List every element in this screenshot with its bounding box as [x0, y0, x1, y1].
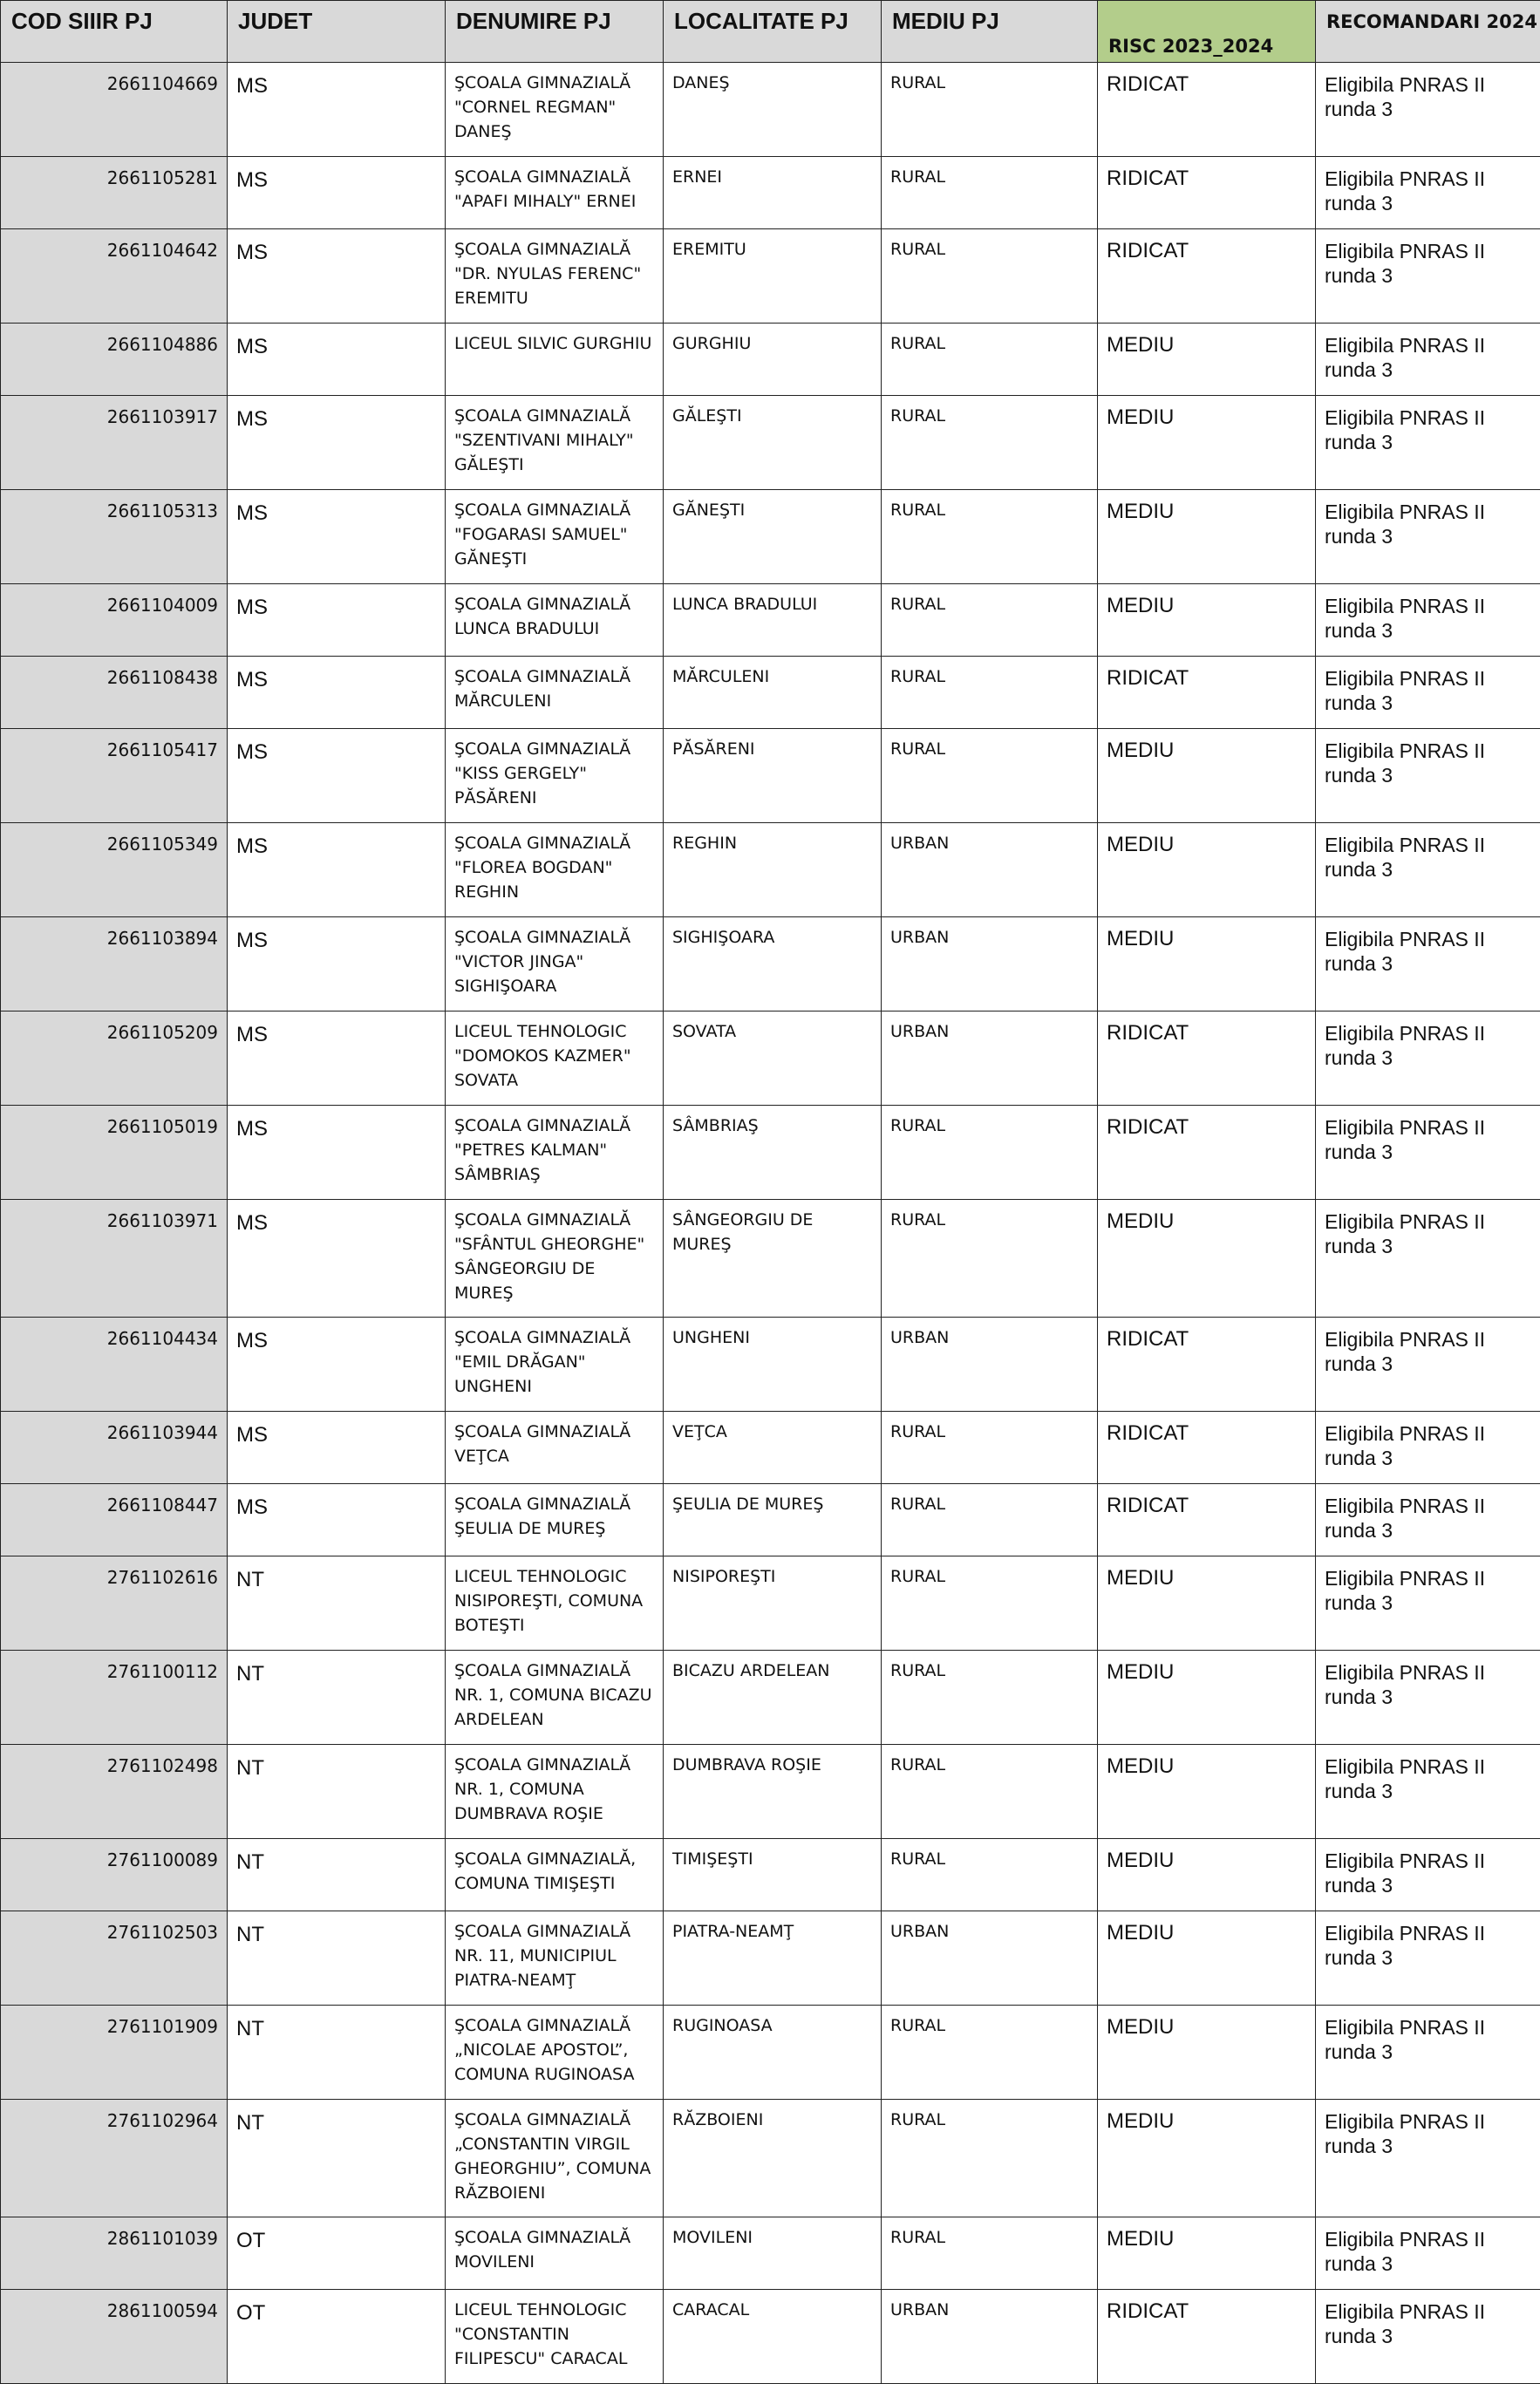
- header-recomandari: RECOMANDARI 2024: [1316, 1, 1540, 63]
- recomandari-cell: Eligibila PNRAS II runda 3: [1316, 1412, 1540, 1484]
- mediu-cell: RURAL: [882, 490, 1098, 584]
- table-row: [1, 2100, 1540, 2217]
- denumire-cell: ŞCOALA GIMNAZIALĂ MOVILENI: [446, 2217, 664, 2290]
- table-row: [1, 917, 1540, 1011]
- judet-cell: MS: [228, 490, 446, 584]
- mediu-cell: RURAL: [882, 1200, 1098, 1318]
- cod-siiir-cell: 2661104009: [1, 584, 228, 657]
- table-row: [1, 324, 1540, 396]
- denumire-cell: ŞCOALA GIMNAZIALĂ "FOGARASI SAMUEL" GĂNEŞTI: [446, 490, 664, 584]
- recomandari-cell: Eligibila PNRAS II runda 3: [1316, 729, 1540, 823]
- cod-siiir-cell: 2661104434: [1, 1318, 228, 1412]
- localitate-cell: CARACAL: [664, 2290, 882, 2384]
- cod-siiir-cell: 2761102616: [1, 1556, 228, 1651]
- denumire-cell: ŞCOALA GIMNAZIALĂ "APAFI MIHALY" ERNEI: [446, 157, 664, 229]
- localitate-cell: ERNEI: [664, 157, 882, 229]
- mediu-cell: RURAL: [882, 229, 1098, 324]
- risc-cell: RIDICAT: [1098, 657, 1316, 729]
- mediu-cell: URBAN: [882, 1911, 1098, 2006]
- cod-siiir-cell: 2661103917: [1, 396, 228, 490]
- recomandari-cell: Eligibila PNRAS II runda 3: [1316, 396, 1540, 490]
- mediu-cell: RURAL: [882, 2217, 1098, 2290]
- mediu-cell: RURAL: [882, 324, 1098, 396]
- localitate-cell: RĂZBOIENI: [664, 2100, 882, 2217]
- recomandari-cell: Eligibila PNRAS II runda 3: [1316, 657, 1540, 729]
- table-row: [1, 1651, 1540, 1745]
- table-row: [1, 2006, 1540, 2100]
- recomandari-cell: Eligibila PNRAS II runda 3: [1316, 823, 1540, 917]
- mediu-cell: RURAL: [882, 157, 1098, 229]
- header-judet: JUDET: [228, 1, 446, 63]
- recomandari-cell: Eligibila PNRAS II runda 3: [1316, 1318, 1540, 1412]
- risc-cell: MEDIU: [1098, 2006, 1316, 2100]
- judet-cell: MS: [228, 1106, 446, 1200]
- mediu-cell: RURAL: [882, 1556, 1098, 1651]
- header-row: [1, 1, 1540, 63]
- judet-cell: MS: [228, 584, 446, 657]
- localitate-cell: RUGINOASA: [664, 2006, 882, 2100]
- recomandari-cell: Eligibila PNRAS II runda 3: [1316, 1200, 1540, 1318]
- localitate-cell: PĂSĂRENI: [664, 729, 882, 823]
- table-row: [1, 157, 1540, 229]
- denumire-cell: ŞCOALA GIMNAZIALĂ "DR. NYULAS FERENC" EREMITU: [446, 229, 664, 324]
- judet-cell: NT: [228, 1839, 446, 1911]
- cod-siiir-cell: 2761100089: [1, 1839, 228, 1911]
- recomandari-cell: Eligibila PNRAS II runda 3: [1316, 490, 1540, 584]
- mediu-cell: RURAL: [882, 63, 1098, 157]
- denumire-cell: ŞCOALA GIMNAZIALĂ "FLOREA BOGDAN" REGHIN: [446, 823, 664, 917]
- localitate-cell: SIGHIŞOARA: [664, 917, 882, 1011]
- denumire-cell: ŞCOALA GIMNAZIALĂ "SFÂNTUL GHEORGHE" SÂNGEORGIU DE MUREŞ: [446, 1200, 664, 1318]
- denumire-cell: ŞCOALA GIMNAZIALĂ "PETRES KALMAN" SÂMBRIAŞ: [446, 1106, 664, 1200]
- denumire-cell: LICEUL TEHNOLOGIC NISIPOREŞTI, COMUNA BOTEŞTI: [446, 1556, 664, 1651]
- table-row: [1, 1911, 1540, 2006]
- risc-cell: MEDIU: [1098, 2100, 1316, 2217]
- cod-siiir-cell: 2661104886: [1, 324, 228, 396]
- mediu-cell: RURAL: [882, 584, 1098, 657]
- risc-cell: MEDIU: [1098, 917, 1316, 1011]
- mediu-cell: RURAL: [882, 657, 1098, 729]
- localitate-cell: NISIPOREŞTI: [664, 1556, 882, 1651]
- table-row: [1, 729, 1540, 823]
- table-row: [1, 1412, 1540, 1484]
- mediu-cell: URBAN: [882, 823, 1098, 917]
- localitate-cell: SÂNGEORGIU DE MUREŞ: [664, 1200, 882, 1318]
- table-row: [1, 823, 1540, 917]
- judet-cell: NT: [228, 1651, 446, 1745]
- risc-cell: MEDIU: [1098, 823, 1316, 917]
- denumire-cell: ŞCOALA GIMNAZIALĂ NR. 1, COMUNA DUMBRAVA ROŞIE: [446, 1745, 664, 1839]
- denumire-cell: ŞCOALA GIMNAZIALĂ VEŢCA: [446, 1412, 664, 1484]
- denumire-cell: ŞCOALA GIMNAZIALĂ "SZENTIVANI MIHALY" GĂLEŞTI: [446, 396, 664, 490]
- judet-cell: OT: [228, 2290, 446, 2384]
- mediu-cell: RURAL: [882, 2006, 1098, 2100]
- table-row: [1, 657, 1540, 729]
- judet-cell: MS: [228, 157, 446, 229]
- recomandari-cell: Eligibila PNRAS II runda 3: [1316, 1106, 1540, 1200]
- risc-cell: RIDICAT: [1098, 1106, 1316, 1200]
- denumire-cell: ŞCOALA GIMNAZIALĂ "CORNEL REGMAN" DANEŞ: [446, 63, 664, 157]
- judet-cell: NT: [228, 1911, 446, 2006]
- risc-cell: RIDICAT: [1098, 1011, 1316, 1106]
- localitate-cell: MĂRCULENI: [664, 657, 882, 729]
- recomandari-cell: Eligibila PNRAS II runda 3: [1316, 1839, 1540, 1911]
- table-row: [1, 1839, 1540, 1911]
- risc-cell: MEDIU: [1098, 1911, 1316, 2006]
- recomandari-cell: Eligibila PNRAS II runda 3: [1316, 917, 1540, 1011]
- denumire-cell: ŞCOALA GIMNAZIALĂ, COMUNA TIMIŞEŞTI: [446, 1839, 664, 1911]
- table-row: [1, 1011, 1540, 1106]
- judet-cell: MS: [228, 229, 446, 324]
- risc-cell: RIDICAT: [1098, 1484, 1316, 1556]
- table-row: [1, 2217, 1540, 2290]
- recomandari-cell: Eligibila PNRAS II runda 3: [1316, 1651, 1540, 1745]
- recomandari-cell: Eligibila PNRAS II runda 3: [1316, 2006, 1540, 2100]
- denumire-cell: ŞCOALA GIMNAZIALĂ "VICTOR JINGA" SIGHIŞOARA: [446, 917, 664, 1011]
- cod-siiir-cell: 2761102964: [1, 2100, 228, 2217]
- localitate-cell: GĂNEŞTI: [664, 490, 882, 584]
- recomandari-cell: Eligibila PNRAS II runda 3: [1316, 324, 1540, 396]
- judet-cell: NT: [228, 1556, 446, 1651]
- risc-cell: MEDIU: [1098, 1556, 1316, 1651]
- judet-cell: MS: [228, 1484, 446, 1556]
- localitate-cell: TIMIŞEŞTI: [664, 1839, 882, 1911]
- denumire-cell: LICEUL TEHNOLOGIC "CONSTANTIN FILIPESCU" CARACAL: [446, 2290, 664, 2384]
- recomandari-cell: Eligibila PNRAS II runda 3: [1316, 584, 1540, 657]
- recomandari-cell: Eligibila PNRAS II runda 3: [1316, 2217, 1540, 2290]
- risc-cell: MEDIU: [1098, 1839, 1316, 1911]
- judet-cell: MS: [228, 729, 446, 823]
- mediu-cell: RURAL: [882, 1651, 1098, 1745]
- judet-cell: MS: [228, 63, 446, 157]
- judet-cell: NT: [228, 2100, 446, 2217]
- mediu-cell: RURAL: [882, 2100, 1098, 2217]
- table-row: [1, 1200, 1540, 1318]
- cod-siiir-cell: 2661105417: [1, 729, 228, 823]
- mediu-cell: RURAL: [882, 396, 1098, 490]
- judet-cell: MS: [228, 657, 446, 729]
- denumire-cell: LICEUL SILVIC GURGHIU: [446, 324, 664, 396]
- localitate-cell: MOVILENI: [664, 2217, 882, 2290]
- mediu-cell: RURAL: [882, 729, 1098, 823]
- cod-siiir-cell: 2661104642: [1, 229, 228, 324]
- recomandari-cell: Eligibila PNRAS II runda 3: [1316, 1911, 1540, 2006]
- recomandari-cell: Eligibila PNRAS II runda 3: [1316, 1011, 1540, 1106]
- cod-siiir-cell: 2661103944: [1, 1412, 228, 1484]
- recomandari-cell: Eligibila PNRAS II runda 3: [1316, 157, 1540, 229]
- localitate-cell: DANEŞ: [664, 63, 882, 157]
- mediu-cell: URBAN: [882, 1011, 1098, 1106]
- localitate-cell: DUMBRAVA ROŞIE: [664, 1745, 882, 1839]
- denumire-cell: ŞCOALA GIMNAZIALĂ "EMIL DRĂGAN" UNGHENI: [446, 1318, 664, 1412]
- recomandari-cell: Eligibila PNRAS II runda 3: [1316, 229, 1540, 324]
- mediu-cell: URBAN: [882, 1318, 1098, 1412]
- risc-cell: MEDIU: [1098, 490, 1316, 584]
- table-row: [1, 63, 1540, 157]
- risc-cell: RIDICAT: [1098, 1412, 1316, 1484]
- denumire-cell: ŞCOALA GIMNAZIALĂ MĂRCULENI: [446, 657, 664, 729]
- header-risc: RISC 2023_2024: [1098, 1, 1316, 63]
- judet-cell: NT: [228, 2006, 446, 2100]
- header-denumire: DENUMIRE PJ: [446, 1, 664, 63]
- cod-siiir-cell: 2661105281: [1, 157, 228, 229]
- table-row: [1, 1745, 1540, 1839]
- mediu-cell: RURAL: [882, 1839, 1098, 1911]
- localitate-cell: EREMITU: [664, 229, 882, 324]
- cod-siiir-cell: 2661108447: [1, 1484, 228, 1556]
- cod-siiir-cell: 2861100594: [1, 2290, 228, 2384]
- denumire-cell: ŞCOALA GIMNAZIALĂ NR. 11, MUNICIPIUL PIATRA-NEAMŢ: [446, 1911, 664, 2006]
- recomandari-cell: Eligibila PNRAS II runda 3: [1316, 1745, 1540, 1839]
- table-row: [1, 1556, 1540, 1651]
- denumire-cell: ŞCOALA GIMNAZIALĂ NR. 1, COMUNA BICAZU ARDELEAN: [446, 1651, 664, 1745]
- recomandari-cell: Eligibila PNRAS II runda 3: [1316, 2290, 1540, 2384]
- recomandari-cell: Eligibila PNRAS II runda 3: [1316, 63, 1540, 157]
- risc-cell: MEDIU: [1098, 584, 1316, 657]
- recomandari-cell: Eligibila PNRAS II runda 3: [1316, 2100, 1540, 2217]
- cod-siiir-cell: 2661108438: [1, 657, 228, 729]
- cod-siiir-cell: 2861101039: [1, 2217, 228, 2290]
- risc-cell: RIDICAT: [1098, 1318, 1316, 1412]
- localitate-cell: VEŢCA: [664, 1412, 882, 1484]
- judet-cell: MS: [228, 1200, 446, 1318]
- judet-cell: MS: [228, 1011, 446, 1106]
- localitate-cell: PIATRA-NEAMŢ: [664, 1911, 882, 2006]
- denumire-cell: LICEUL TEHNOLOGIC "DOMOKOS KAZMER" SOVATA: [446, 1011, 664, 1106]
- risc-cell: MEDIU: [1098, 1745, 1316, 1839]
- judet-cell: NT: [228, 1745, 446, 1839]
- mediu-cell: URBAN: [882, 2290, 1098, 2384]
- table-row: [1, 396, 1540, 490]
- mediu-cell: RURAL: [882, 1106, 1098, 1200]
- mediu-cell: RURAL: [882, 1745, 1098, 1839]
- judet-cell: MS: [228, 1412, 446, 1484]
- risc-cell: RIDICAT: [1098, 229, 1316, 324]
- risc-cell: MEDIU: [1098, 324, 1316, 396]
- header-localitate: LOCALITATE PJ: [664, 1, 882, 63]
- cod-siiir-cell: 2761100112: [1, 1651, 228, 1745]
- risc-cell: MEDIU: [1098, 2217, 1316, 2290]
- localitate-cell: UNGHENI: [664, 1318, 882, 1412]
- table-row: [1, 1318, 1540, 1412]
- localitate-cell: GĂLEŞTI: [664, 396, 882, 490]
- cod-siiir-cell: 2661105019: [1, 1106, 228, 1200]
- recomandari-cell: Eligibila PNRAS II runda 3: [1316, 1484, 1540, 1556]
- localitate-cell: ŞEULIA DE MUREŞ: [664, 1484, 882, 1556]
- table-row: [1, 584, 1540, 657]
- cod-siiir-cell: 2661103971: [1, 1200, 228, 1318]
- table-row: [1, 490, 1540, 584]
- table-row: [1, 1484, 1540, 1556]
- table-row: [1, 229, 1540, 324]
- judet-cell: MS: [228, 823, 446, 917]
- judet-cell: MS: [228, 396, 446, 490]
- localitate-cell: BICAZU ARDELEAN: [664, 1651, 882, 1745]
- risc-cell: MEDIU: [1098, 729, 1316, 823]
- cod-siiir-cell: 2661105349: [1, 823, 228, 917]
- risc-cell: MEDIU: [1098, 1651, 1316, 1745]
- table-row: [1, 1106, 1540, 1200]
- mediu-cell: URBAN: [882, 917, 1098, 1011]
- table-row: [1, 2290, 1540, 2384]
- header-cod-siiir: COD SIIIR PJ: [1, 1, 228, 63]
- risc-cell: MEDIU: [1098, 1200, 1316, 1318]
- mediu-cell: RURAL: [882, 1412, 1098, 1484]
- cod-siiir-cell: 2661103894: [1, 917, 228, 1011]
- denumire-cell: ŞCOALA GIMNAZIALĂ „NICOLAE APOSTOL”, COMUNA RUGINOASA: [446, 2006, 664, 2100]
- judet-cell: MS: [228, 917, 446, 1011]
- localitate-cell: GURGHIU: [664, 324, 882, 396]
- denumire-cell: ŞCOALA GIMNAZIALĂ ŞEULIA DE MUREŞ: [446, 1484, 664, 1556]
- recomandari-cell: Eligibila PNRAS II runda 3: [1316, 1556, 1540, 1651]
- table-body: [1, 63, 1540, 2384]
- localitate-cell: SOVATA: [664, 1011, 882, 1106]
- judet-cell: MS: [228, 324, 446, 396]
- cod-siiir-cell: 2661105209: [1, 1011, 228, 1106]
- cod-siiir-cell: 2761102498: [1, 1745, 228, 1839]
- header-mediu: MEDIU PJ: [882, 1, 1098, 63]
- risc-cell: RIDICAT: [1098, 2290, 1316, 2384]
- cod-siiir-cell: 2761102503: [1, 1911, 228, 2006]
- risc-cell: RIDICAT: [1098, 63, 1316, 157]
- localitate-cell: REGHIN: [664, 823, 882, 917]
- mediu-cell: RURAL: [882, 1484, 1098, 1556]
- risc-cell: RIDICAT: [1098, 157, 1316, 229]
- judet-cell: MS: [228, 1318, 446, 1412]
- cod-siiir-cell: 2761101909: [1, 2006, 228, 2100]
- denumire-cell: ŞCOALA GIMNAZIALĂ LUNCA BRADULUI: [446, 584, 664, 657]
- denumire-cell: ŞCOALA GIMNAZIALĂ "KISS GERGELY" PĂSĂRENI: [446, 729, 664, 823]
- risc-cell: MEDIU: [1098, 396, 1316, 490]
- cod-siiir-cell: 2661105313: [1, 490, 228, 584]
- denumire-cell: ŞCOALA GIMNAZIALĂ „CONSTANTIN VIRGIL GHEORGHIU”, COMUNA RĂZBOIENI: [446, 2100, 664, 2217]
- localitate-cell: SÂMBRIAŞ: [664, 1106, 882, 1200]
- table-header: [1, 1, 1540, 63]
- cod-siiir-cell: 2661104669: [1, 63, 228, 157]
- judet-cell: OT: [228, 2217, 446, 2290]
- localitate-cell: LUNCA BRADULUI: [664, 584, 882, 657]
